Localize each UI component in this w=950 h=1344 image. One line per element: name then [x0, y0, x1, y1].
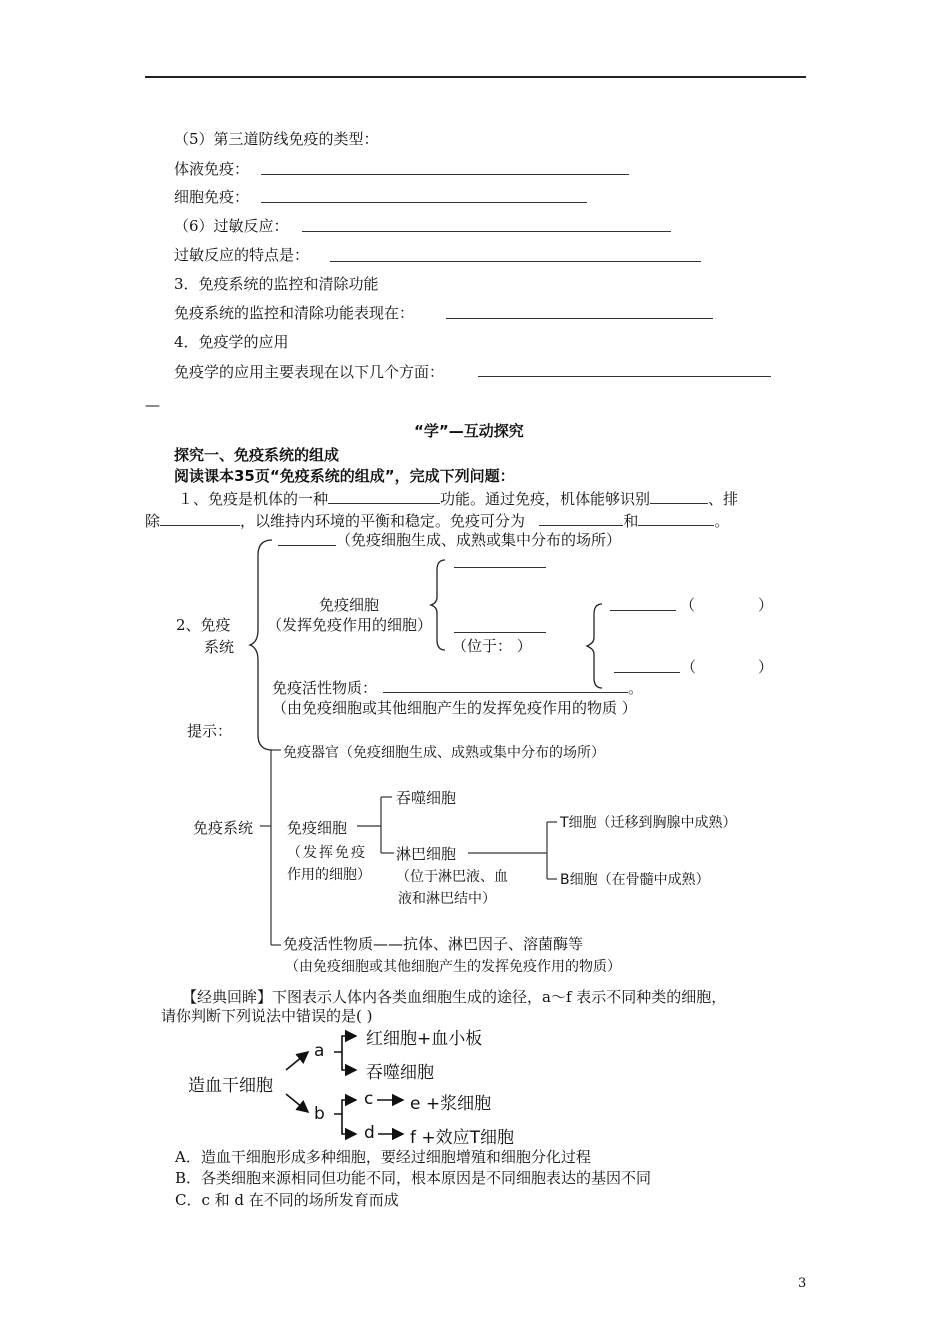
question1-line2: 除 ，以维持内环境的平衡和稳定。免疫可分为 和 。 — [145, 512, 730, 530]
phagocyte: 吞噬细胞 — [366, 1063, 434, 1083]
q1-blank-type1[interactable] — [539, 511, 623, 526]
hint-active-note: （由免疫细胞或其他细胞产生的发挥免疫作用的物质） — [285, 959, 621, 975]
node-a: a — [314, 1041, 325, 1061]
monitor-blank[interactable] — [446, 318, 713, 319]
item5-label: （5）第三道防线免疫的类型： — [174, 130, 379, 148]
classic-intro-2: 请你判断下列说法中错误的是( ) — [161, 1007, 373, 1025]
active-substance-blank[interactable] — [383, 692, 628, 693]
application-blank[interactable] — [478, 376, 771, 377]
heading-3-text: 免疫系统的监控和清除功能表现在： — [174, 304, 415, 322]
header-rule — [145, 76, 806, 78]
page-number: 3 — [798, 1276, 807, 1291]
node-d: d — [364, 1123, 375, 1143]
reading-instruction: 阅读课本35页“免疫系统的组成”，完成下列问题： — [174, 467, 515, 485]
immune-cells-note: （发挥免疫作用的细胞） — [267, 616, 433, 634]
heading-4-text: 免疫学的应用主要表现在以下几个方面： — [174, 363, 445, 381]
b-cell-paren-open: （ — [681, 658, 697, 676]
active-substance-end: 。 — [628, 679, 644, 697]
allergy-feature-blank[interactable] — [330, 261, 701, 262]
hint-cells-note-2: 作用的细胞） — [287, 867, 371, 883]
hint-t-cell: T细胞（迁移到胸腺中成熟） — [560, 815, 737, 831]
allergy-feature-label: 过敏反应的特点是： — [174, 246, 310, 264]
hint-label: 提示： — [187, 722, 233, 740]
humoral-label: 体液免疫： — [174, 160, 250, 178]
hint-organ: 免疫器官（免疫细胞生成、成熟或集中分布的场所） — [283, 745, 605, 761]
b-cell-blank[interactable] — [614, 672, 680, 673]
immune-system-label-1: 2、免疫 — [176, 616, 231, 634]
hint-lymph-note-2: 液和淋巴结中） — [398, 891, 496, 907]
hint-system: 免疫系统 — [193, 819, 254, 837]
cellular-blank[interactable] — [261, 202, 587, 203]
question1-line1: １、免疫是机体的一种 功能。通过免疫，机体能够识别 、排 — [178, 490, 739, 508]
immune-system-label-2: 系统 — [204, 638, 235, 656]
node-c: c — [364, 1089, 374, 1109]
phagocyte-blank[interactable] — [454, 567, 546, 568]
organ-note: （免疫细胞生成、成熟或集中分布的场所） — [336, 531, 622, 549]
hint-phagocyte: 吞噬细胞 — [396, 789, 457, 807]
option-c[interactable]: C．c 和 d 在不同的场所发育而成 — [175, 1191, 399, 1209]
active-substance-label: 免疫活性物质： — [272, 679, 378, 697]
stray-dash: — — [145, 396, 160, 414]
heading-4: 4．免疫学的应用 — [174, 333, 289, 351]
heading-3: 3．免疫系统的监控和清除功能 — [174, 275, 379, 293]
hint-lymphocyte: 淋巴细胞 — [396, 845, 457, 863]
option-b[interactable]: B．各类细胞来源相同但功能不同，根本原因是不同细胞表达的基因不同 — [175, 1169, 652, 1187]
humoral-blank[interactable] — [261, 174, 629, 175]
q1-blank-type2[interactable] — [638, 511, 714, 526]
hint-active: 免疫活性物质——抗体、淋巴因子、溶菌酶等 — [283, 935, 584, 953]
node-b: b — [314, 1104, 325, 1124]
located-note: （位于： ） — [452, 637, 532, 655]
q1-blank-eliminate[interactable] — [160, 511, 240, 526]
explore1-heading: 探究一、免疫系统的组成 — [174, 446, 340, 464]
active-substance-note: （由免疫细胞或其他细胞产生的发挥免疫作用的物质 ） — [272, 699, 637, 717]
q1-blank-function[interactable] — [328, 489, 440, 504]
section-title: “学”—互动探究 — [414, 422, 524, 440]
t-cell-blank[interactable] — [610, 610, 676, 611]
hint-lymph-note-1: （位于淋巴液、血 — [396, 869, 508, 885]
b-cell-paren-close: ） — [758, 658, 774, 676]
hint-cells: 免疫细胞 — [287, 819, 348, 837]
t-cell-paren-close: ） — [758, 596, 774, 614]
hint-cells-note-1: （发挥免疫 — [287, 845, 367, 861]
cellular-label: 细胞免疫： — [174, 188, 250, 206]
classic-intro-1: 【经典回眸】下图表示人体内各类血细胞生成的途径，a～f 表示不同种类的细胞， — [182, 988, 727, 1006]
lymphocyte-blank[interactable] — [454, 632, 546, 633]
item6-blank[interactable] — [302, 231, 671, 232]
hint-b-cell: B细胞（在骨髓中成熟） — [560, 872, 710, 888]
option-a[interactable]: A．造血干细胞形成多种细胞，要经过细胞增殖和细胞分化过程 — [175, 1148, 591, 1166]
organ-blank[interactable] — [278, 545, 336, 546]
t-cell-paren-open: （ — [680, 596, 696, 614]
rbc-platelet: 红细胞+血小板 — [366, 1029, 483, 1049]
q1-blank-recognize[interactable] — [650, 489, 708, 504]
stem-cell-label: 造血干细胞 — [188, 1076, 273, 1096]
immune-cells-label: 免疫细胞 — [319, 596, 380, 614]
node-f: f +效应T细胞 — [410, 1128, 515, 1148]
node-e: e +浆细胞 — [410, 1094, 492, 1114]
item6-label: （6）过敏反应： — [174, 217, 289, 235]
